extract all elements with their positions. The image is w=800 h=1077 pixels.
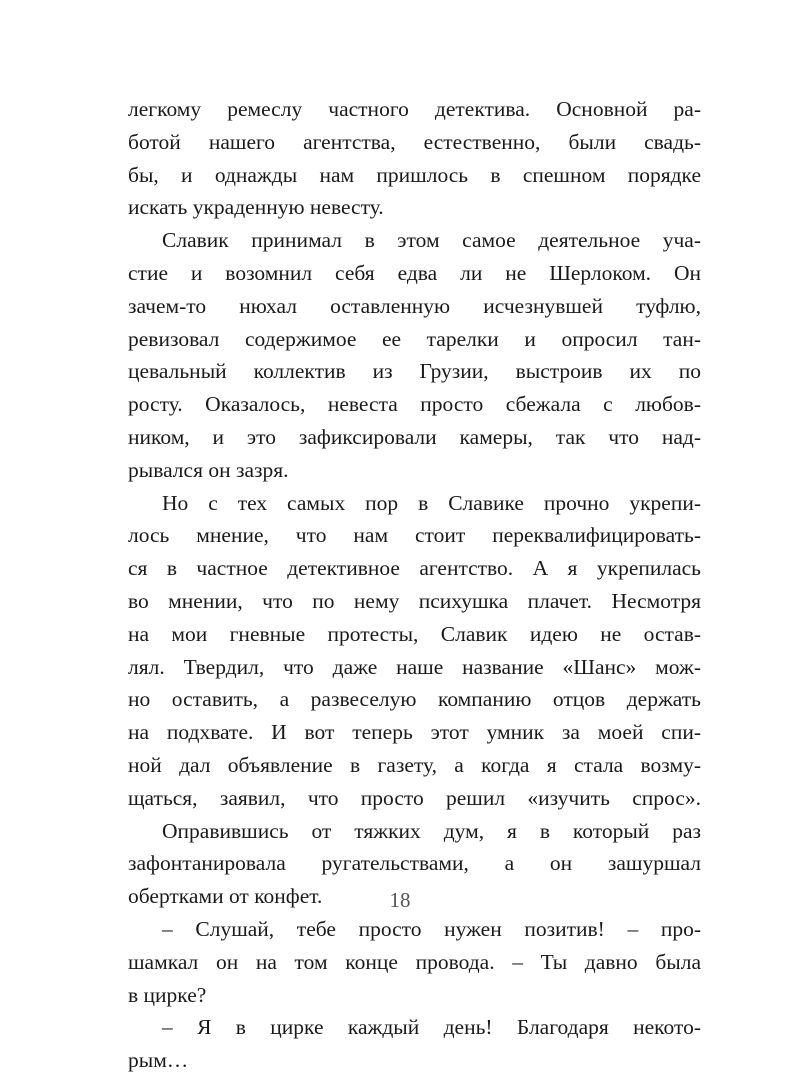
text-line: на мои гневные протесты, Славик идею не остав- [128,621,701,646]
text-line: зачем-то нюхал оставленную исчезнувшей туфлю, [128,293,701,318]
text-line: лял. Твердил, что даже наше название «Шанс» мож- [128,654,701,679]
text-line: зафонтанировала ругательствами, а он зашуршал [128,851,701,876]
text-line: шамкал он на том конце провода. – Ты давно была [128,949,701,974]
text-line: – Я в цирке каждый день! Благодаря некото- [162,1015,701,1040]
text-line: лось мнение, что нам стоит переквалифицировать- [128,523,701,548]
text-line: легкому ремеслу частного детектива. Основной ра- [128,97,701,121]
text-line: искать украденную невесту. [128,195,384,220]
text-line: во мнении, что по нему психушка плачет. Несмотря [128,588,701,613]
text-line: ревизовал содержимое ее тарелки и опросил тан- [128,326,701,351]
text-line: бы, и однажды нам пришлось в спешном порядке [128,162,701,187]
page-number: 18 [389,888,411,912]
text-line: рым… [128,1048,189,1073]
text-line: ником, и это зафиксировали камеры, так что над- [128,424,701,449]
text-line: стие и возомнил себя едва ли не Шерлоком. Он [128,260,701,285]
text-line: – Слушай, тебе просто нужен позитив! – про- [162,916,701,941]
text-line: росту. Оказалось, невеста просто сбежала с любов- [128,392,701,417]
text-line: на подхвате. И вот теперь этот умник за моей спи- [128,720,701,745]
text-line: ботой нашего агентства, естественно, были свадь- [128,129,701,154]
text-line: Оправившись от тяжких дум, я в который раз [162,818,701,843]
text-line: щаться, заявил, что просто решил «изучить спрос». [128,785,701,810]
page-text [128,93,701,1077]
text-line: но оставить, а развеселую компанию отцов держать [128,687,701,712]
text-line: цевальный коллектив из Грузии, выстроив их по [128,359,701,384]
text-line: ной дал объявление в газету, а когда я стала возму- [128,752,701,777]
text-line: Славик принимал в этом самое деятельное уча- [162,228,701,253]
text-line: ся в частное детективное агентство. А я укрепилась [128,556,701,581]
text-line: обертками от конфет. [128,884,323,909]
text-line: в цирке? [128,982,207,1007]
text-line: рывался он зазря. [128,457,289,482]
text-line: Но с тех самых пор в Славике прочно укрепи- [162,490,701,515]
